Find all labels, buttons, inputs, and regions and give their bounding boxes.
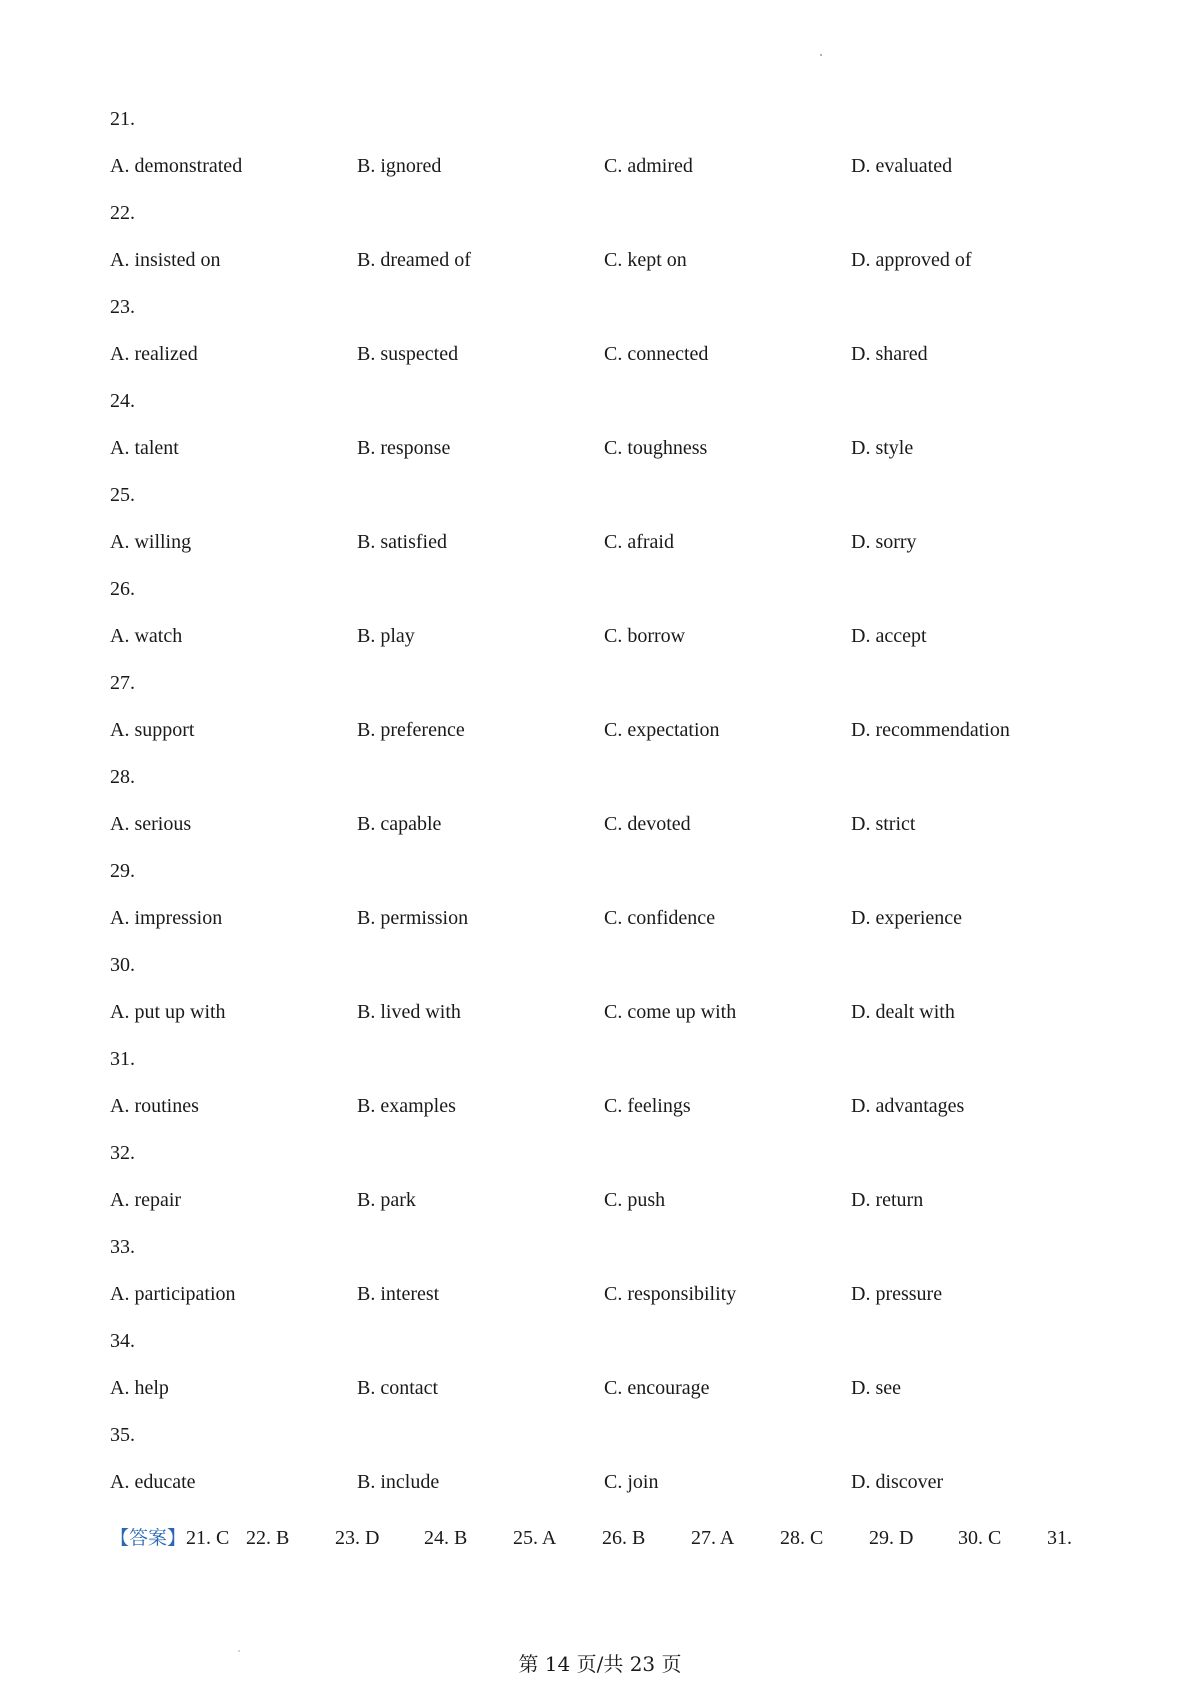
option-c: C. afraid (604, 531, 674, 553)
option-b: B. park (357, 1189, 416, 1211)
question-21 (110, 96, 1110, 190)
option-b: B. dreamed of (357, 249, 471, 271)
answer-item: 25. A (513, 1527, 557, 1549)
option-a: A. educate (110, 1471, 196, 1493)
option-c: C. responsibility (604, 1283, 737, 1305)
option-row (110, 989, 1110, 1036)
option-a: A. repair (110, 1189, 182, 1211)
option-b: B. suspected (357, 343, 459, 365)
option-c: C. toughness (604, 437, 708, 459)
option-a: A. watch (110, 625, 183, 647)
option-a: A. impression (110, 907, 223, 929)
option-c: C. join (604, 1471, 659, 1493)
option-a: A. help (110, 1377, 169, 1399)
question-28 (110, 754, 1110, 848)
option-a: A. realized (110, 343, 198, 365)
question-23 (110, 284, 1110, 378)
option-d: D. shared (851, 343, 928, 365)
question-34 (110, 1318, 1110, 1412)
question-24 (110, 378, 1110, 472)
page-footer: 第 14 页/共 23 页 (518, 1652, 682, 1676)
question-32 (110, 1130, 1110, 1224)
option-d: D. advantages (851, 1095, 965, 1117)
option-c: C. feelings (604, 1095, 691, 1117)
option-row (110, 237, 1110, 284)
question-number: 35. (110, 1424, 135, 1446)
option-d: D. return (851, 1189, 924, 1211)
option-row (110, 143, 1110, 190)
option-row (110, 895, 1110, 942)
question-number: 22. (110, 202, 135, 224)
question-number: 33. (110, 1236, 135, 1258)
option-b: B. capable (357, 813, 442, 835)
option-d: D. approved of (851, 249, 972, 271)
question-number: 28. (110, 766, 135, 788)
answer-item: 30. C (958, 1527, 1002, 1549)
answer-item: 27. A (691, 1527, 735, 1549)
question-26 (110, 566, 1110, 660)
option-d: D. experience (851, 907, 963, 929)
answer-item: 28. C (780, 1527, 824, 1549)
option-c: C. devoted (604, 813, 691, 835)
question-25 (110, 472, 1110, 566)
option-c: C. kept on (604, 249, 687, 271)
option-row (110, 519, 1110, 566)
option-d: D. recommendation (851, 719, 1010, 741)
answer-label: 【答案】 (110, 1527, 187, 1549)
answer-item: 31. (1047, 1527, 1073, 1549)
option-c: C. encourage (604, 1377, 710, 1399)
question-29 (110, 848, 1110, 942)
option-a: A. serious (110, 813, 192, 835)
question-number: 32. (110, 1142, 135, 1164)
option-b: B. play (357, 625, 415, 647)
option-row (110, 1271, 1110, 1318)
option-a: A. support (110, 719, 195, 741)
option-d: D. style (851, 437, 914, 459)
answer-item: 21. C (186, 1527, 230, 1549)
option-b: B. ignored (357, 155, 442, 177)
option-a: A. put up with (110, 1001, 226, 1023)
answer-item: 22. B (246, 1527, 290, 1549)
question-number: 31. (110, 1048, 135, 1070)
option-d: D. strict (851, 813, 916, 835)
option-row (110, 1365, 1110, 1412)
option-b: B. satisfied (357, 531, 447, 553)
option-b: B. lived with (357, 1001, 461, 1023)
option-row (110, 425, 1110, 472)
question-number: 27. (110, 672, 135, 694)
question-31 (110, 1036, 1110, 1130)
question-number: 34. (110, 1330, 135, 1352)
option-d: D. pressure (851, 1283, 943, 1305)
option-row (110, 707, 1110, 754)
option-row (110, 1177, 1110, 1224)
option-d: D. dealt with (851, 1001, 955, 1023)
option-c: C. come up with (604, 1001, 737, 1023)
option-row (110, 1459, 1110, 1506)
option-a: A. insisted on (110, 249, 221, 271)
option-row (110, 801, 1110, 848)
option-d: D. accept (851, 625, 927, 647)
option-c: C. connected (604, 343, 709, 365)
question-number: 26. (110, 578, 135, 600)
option-a: A. talent (110, 437, 179, 459)
option-b: B. interest (357, 1283, 440, 1305)
question-number: 23. (110, 296, 135, 318)
answer-item: 26. B (602, 1527, 646, 1549)
question-30 (110, 942, 1110, 1036)
option-d: D. evaluated (851, 155, 953, 177)
option-row (110, 613, 1110, 660)
question-list (110, 96, 1110, 1506)
option-a: A. participation (110, 1283, 236, 1305)
option-b: B. permission (357, 907, 469, 929)
question-35 (110, 1412, 1110, 1506)
option-d: D. sorry (851, 531, 917, 553)
option-b: B. examples (357, 1095, 456, 1117)
answer-item: 29. D (869, 1527, 914, 1549)
question-number: 29. (110, 860, 135, 882)
answer-item: 23. D (335, 1527, 380, 1549)
option-d: D. discover (851, 1471, 944, 1493)
option-a: A. demonstrated (110, 155, 243, 177)
option-a: A. willing (110, 531, 192, 553)
question-27 (110, 660, 1110, 754)
option-row (110, 331, 1110, 378)
option-c: C. expectation (604, 719, 720, 741)
option-c: C. push (604, 1189, 666, 1211)
scan-speck (820, 54, 822, 56)
option-b: B. include (357, 1471, 440, 1493)
option-c: C. borrow (604, 625, 686, 647)
question-33 (110, 1224, 1110, 1318)
option-row (110, 1083, 1110, 1130)
answer-key (110, 1518, 1110, 1558)
question-number: 24. (110, 390, 135, 412)
option-c: C. admired (604, 155, 693, 177)
question-number: 25. (110, 484, 135, 506)
option-d: D. see (851, 1377, 901, 1399)
question-number: 21. (110, 108, 135, 130)
option-b: B. preference (357, 719, 465, 741)
option-b: B. contact (357, 1377, 439, 1399)
question-22 (110, 190, 1110, 284)
option-b: B. response (357, 437, 451, 459)
question-number: 30. (110, 954, 135, 976)
option-c: C. confidence (604, 907, 716, 929)
option-a: A. routines (110, 1095, 199, 1117)
answer-item: 24. B (424, 1527, 468, 1549)
